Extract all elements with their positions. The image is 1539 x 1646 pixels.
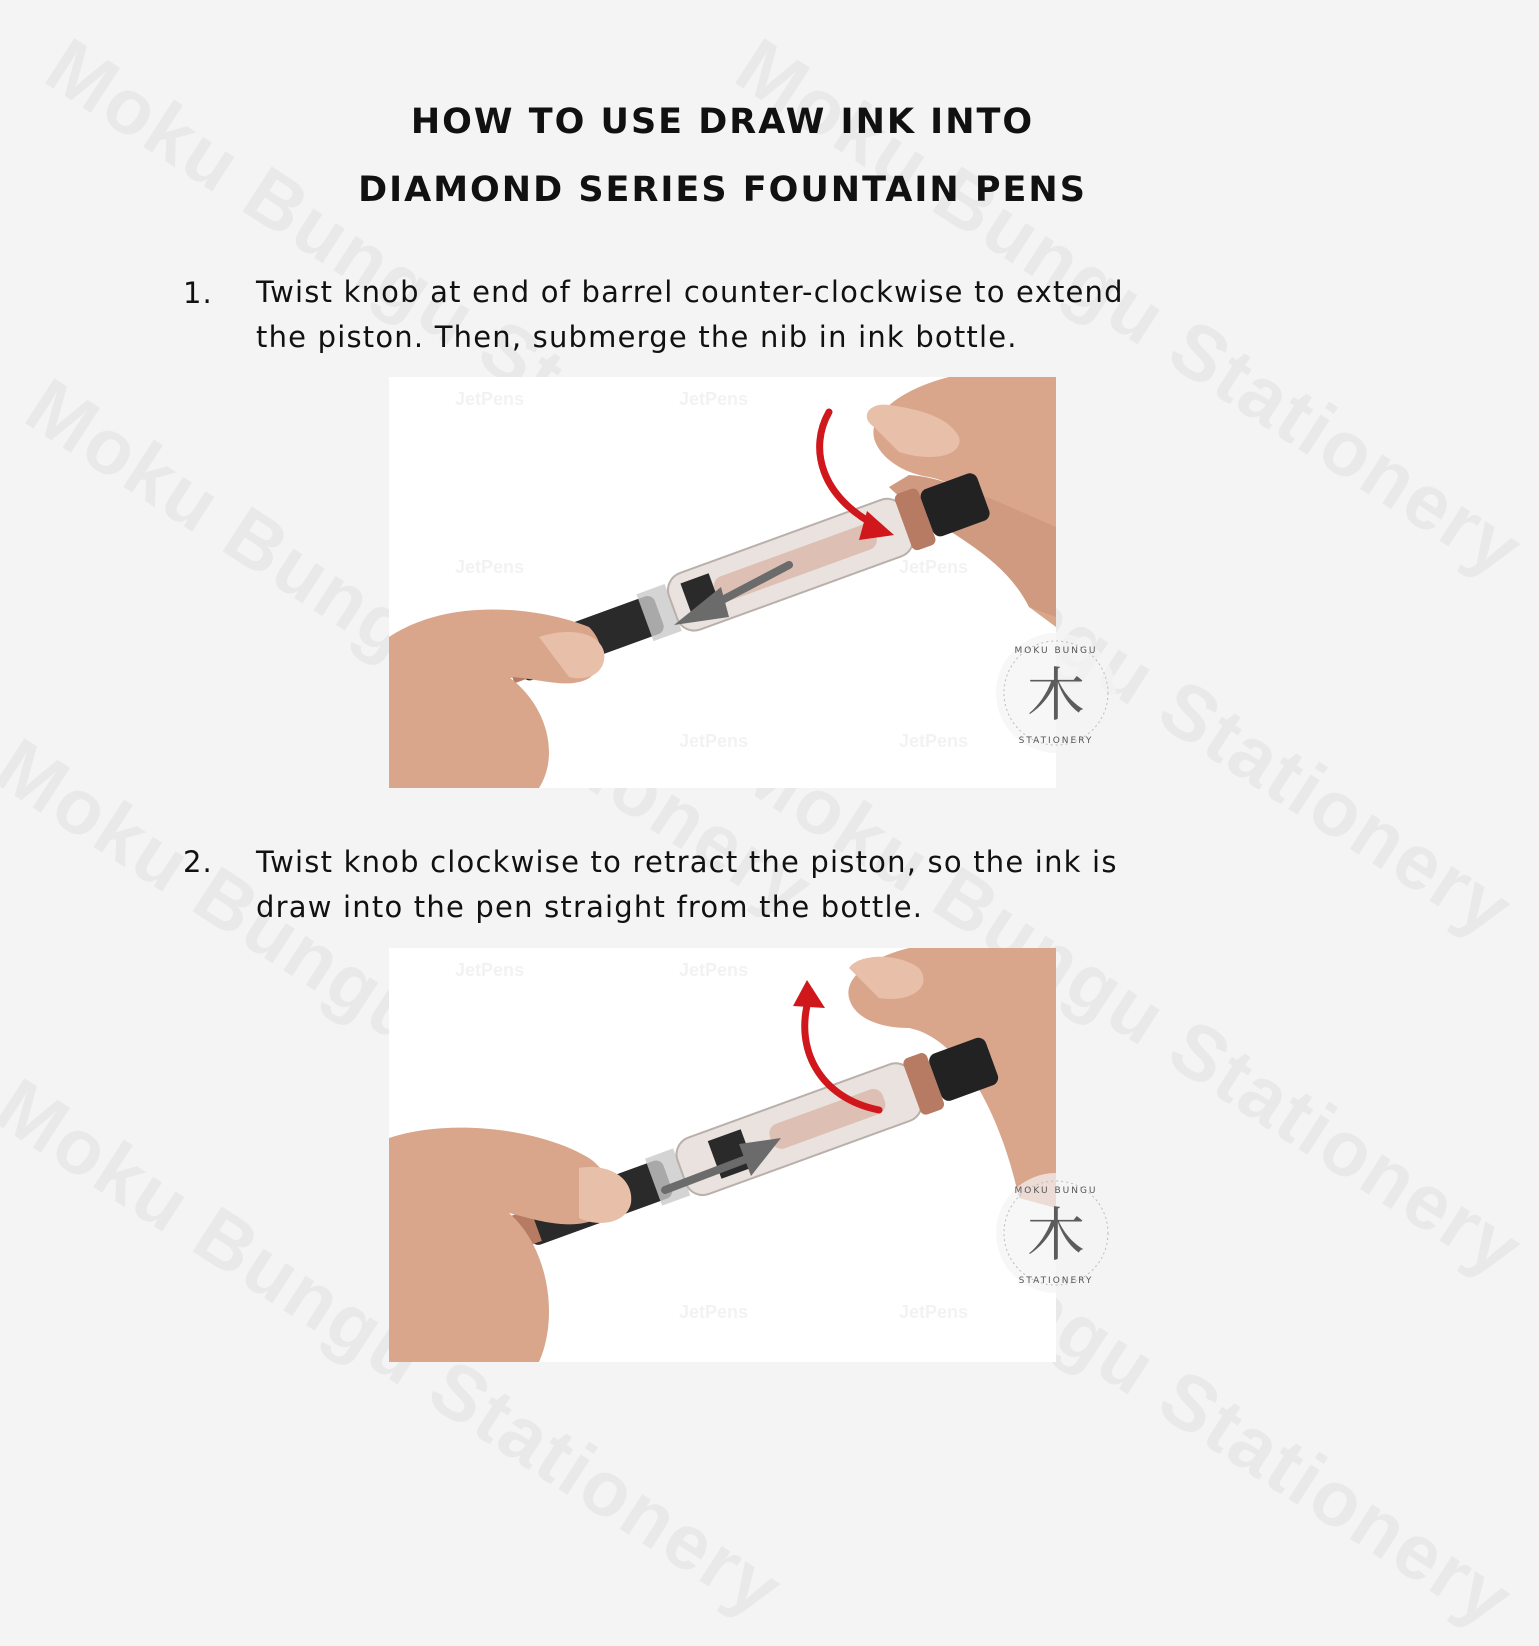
- left-hand: [389, 1128, 631, 1362]
- photo-watermark: JetPens: [899, 557, 969, 577]
- page-title: [0, 88, 1445, 224]
- photo-watermark: JetPens: [455, 389, 525, 409]
- moku-bungu-logo-icon: [996, 633, 1116, 753]
- step-1-line-2: the piston. Then, submerge the nib in ink bottle.: [256, 320, 1018, 354]
- photo-watermark: JetPens: [679, 1302, 749, 1322]
- photo-watermark: JetPens: [679, 389, 749, 409]
- photo-watermark: JetPens: [679, 960, 749, 980]
- photo-watermark: JetPens: [899, 731, 969, 751]
- moku-bungu-logo-icon: [996, 1173, 1116, 1293]
- logo-bottom-text: STATIONERY: [1018, 736, 1094, 746]
- photo-watermark: JetPens: [455, 557, 525, 577]
- step-2-text: [256, 840, 1256, 930]
- logo-top-text: MOKU BUNGU: [1014, 1186, 1098, 1196]
- step-1-text: [256, 270, 1256, 360]
- photo-watermark: JetPens: [899, 1302, 969, 1322]
- photo-watermark: JetPens: [679, 731, 749, 751]
- logo-glyph: 木: [1026, 661, 1086, 729]
- step-1-photo: [389, 377, 1098, 788]
- step-1-number: 1.: [183, 276, 213, 310]
- left-hand: [389, 610, 604, 789]
- logo-glyph: 木: [1026, 1201, 1086, 1269]
- step-2-line-1: Twist knob clockwise to retract the piston, so the ink is: [256, 845, 1118, 879]
- step-2-number: 2.: [183, 845, 213, 879]
- logo-top-text: MOKU BUNGU: [1014, 646, 1098, 656]
- step-2-line-2: draw into the pen straight from the bottle.: [256, 890, 924, 924]
- step-1-line-1: Twist knob at end of barrel counter-clockwise to extend: [256, 275, 1124, 309]
- logo-bottom-text: STATIONERY: [1018, 1276, 1094, 1286]
- page-title-line-1: HOW TO USE DRAW INK INTO: [410, 102, 1035, 142]
- photo-watermark: JetPens: [455, 960, 525, 980]
- page-title-line-2: DIAMOND SERIES FOUNTAIN PENS: [358, 170, 1087, 210]
- step-2-photo: [389, 948, 1098, 1362]
